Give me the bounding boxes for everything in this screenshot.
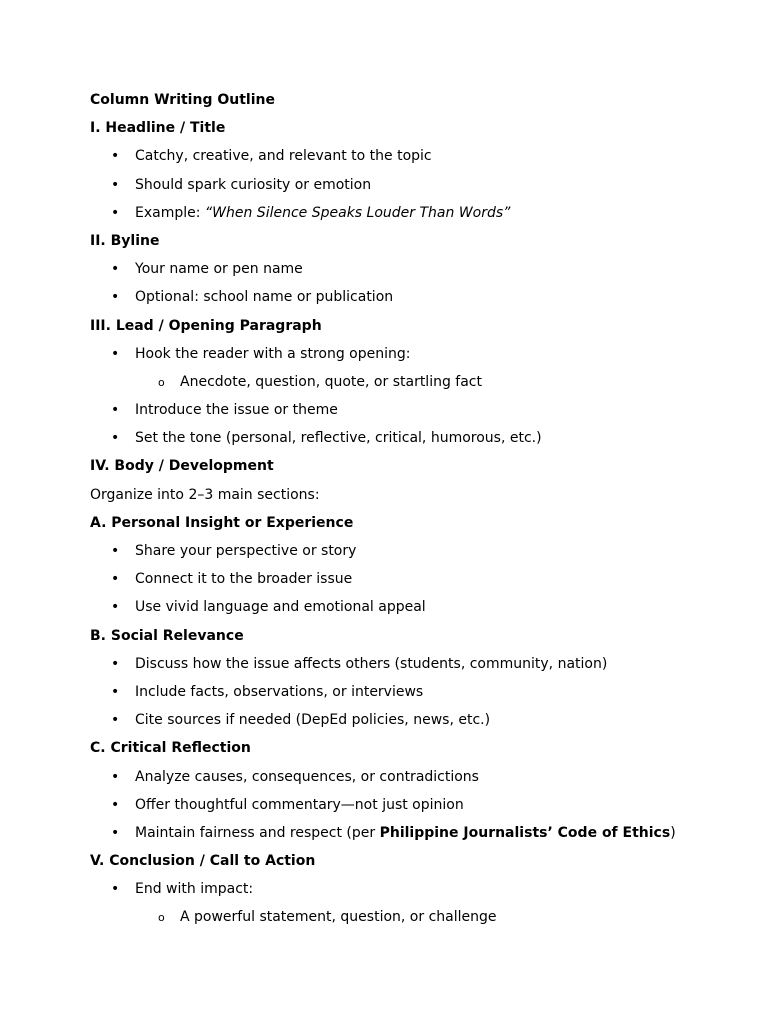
sub-bullet-icon: o	[158, 911, 165, 925]
list-item-text: Introduce the issue or theme	[135, 402, 338, 419]
body-intro-text: Organize into 2–3 main sections:	[90, 486, 320, 503]
list-item-text: End with impact:	[135, 881, 254, 898]
list-item-text-suffix: )	[670, 824, 676, 841]
document-title: Column Writing Outline	[90, 92, 275, 108]
section-heading-byline: II. Byline	[90, 232, 160, 249]
bullet-icon: •	[111, 402, 120, 419]
list-item-text: Catchy, creative, and relevant to the topic	[135, 148, 432, 165]
bullet-icon: •	[111, 430, 120, 447]
bullet-icon: •	[111, 768, 120, 785]
list-item	[90, 202, 730, 230]
list-item	[90, 286, 730, 314]
list-item-text: Offer thoughtful commentary—not just opinion	[135, 796, 464, 813]
list-item	[90, 653, 730, 681]
section-heading-lead: III. Lead / Opening Paragraph	[90, 317, 322, 334]
bullet-icon: •	[111, 683, 120, 700]
list-item-text: Include facts, observations, or interviews	[135, 683, 424, 700]
list-item	[90, 427, 730, 455]
subsection-heading-personal-insight: A. Personal Insight or Experience	[90, 514, 354, 531]
bullet-icon: •	[111, 345, 120, 362]
document-page	[90, 89, 730, 935]
list-item-text: Optional: school name or publication	[135, 289, 394, 306]
list-item-text: Cite sources if needed (DepEd policies, news, etc.)	[135, 712, 491, 729]
list-item	[90, 568, 730, 596]
list-item	[90, 174, 730, 202]
bullet-icon: •	[111, 148, 120, 165]
list-item-text: Connect it to the broader issue	[135, 571, 353, 588]
sub-list-item-text: Anecdote, question, quote, or startling fact	[180, 373, 482, 390]
list-item-text: Should spark curiosity or emotion	[135, 176, 372, 193]
sub-list-item-text: A powerful statement, question, or challenge	[180, 909, 497, 926]
bullet-icon: •	[111, 712, 120, 729]
example-title: “When Silence Speaks Louder Than Words”	[204, 204, 511, 221]
bullet-icon: •	[111, 543, 120, 559]
bullet-icon: •	[111, 289, 120, 306]
list-item-text: Your name or pen name	[135, 261, 303, 278]
sub-bullet-icon: o	[158, 375, 165, 389]
list-item	[90, 878, 730, 906]
list-item-text: Use vivid language and emotional appeal	[135, 599, 426, 616]
code-of-ethics-reference: Philippine Journalists’ Code of Ethics	[379, 824, 671, 841]
list-item	[90, 399, 730, 427]
bullet-icon: •	[111, 881, 120, 898]
bullet-icon: •	[111, 261, 120, 278]
bullet-icon: •	[111, 176, 120, 193]
section-heading-headline: I. Headline / Title	[90, 120, 226, 137]
list-item	[90, 145, 730, 173]
list-item	[90, 766, 730, 794]
list-item	[90, 681, 730, 709]
section-heading-body: IV. Body / Development	[90, 458, 274, 475]
list-item	[90, 258, 730, 286]
section-heading-conclusion: V. Conclusion / Call to Action	[90, 853, 316, 870]
bullet-icon: •	[111, 655, 120, 672]
list-item-text: Analyze causes, consequences, or contradictions	[135, 768, 479, 785]
sub-list-item	[90, 906, 730, 934]
bullet-icon: •	[111, 599, 120, 616]
list-item-text: Example:	[135, 204, 205, 221]
list-item	[90, 794, 730, 822]
list-item-text: Hook the reader with a strong opening:	[135, 345, 411, 362]
list-item	[90, 540, 730, 568]
list-item-text: Discuss how the issue affects others (students, community, nation)	[135, 655, 608, 672]
list-item-text: Share your perspective or story	[135, 543, 357, 559]
list-item	[90, 596, 730, 624]
bullet-icon: •	[111, 204, 120, 221]
subsection-heading-social-relevance: B. Social Relevance	[90, 627, 244, 644]
bullet-icon: •	[111, 824, 120, 841]
list-item	[90, 343, 730, 371]
subsection-heading-critical-reflection: C. Critical Reflection	[90, 740, 251, 757]
bullet-icon: •	[111, 571, 120, 588]
list-item-text: Set the tone (personal, reflective, critical, humorous, etc.)	[135, 430, 542, 447]
bullet-icon: •	[111, 796, 120, 813]
list-item	[90, 822, 730, 850]
list-item-text: Maintain fairness and respect (per	[135, 824, 380, 841]
list-item	[90, 709, 730, 737]
sub-list-item	[90, 371, 730, 399]
